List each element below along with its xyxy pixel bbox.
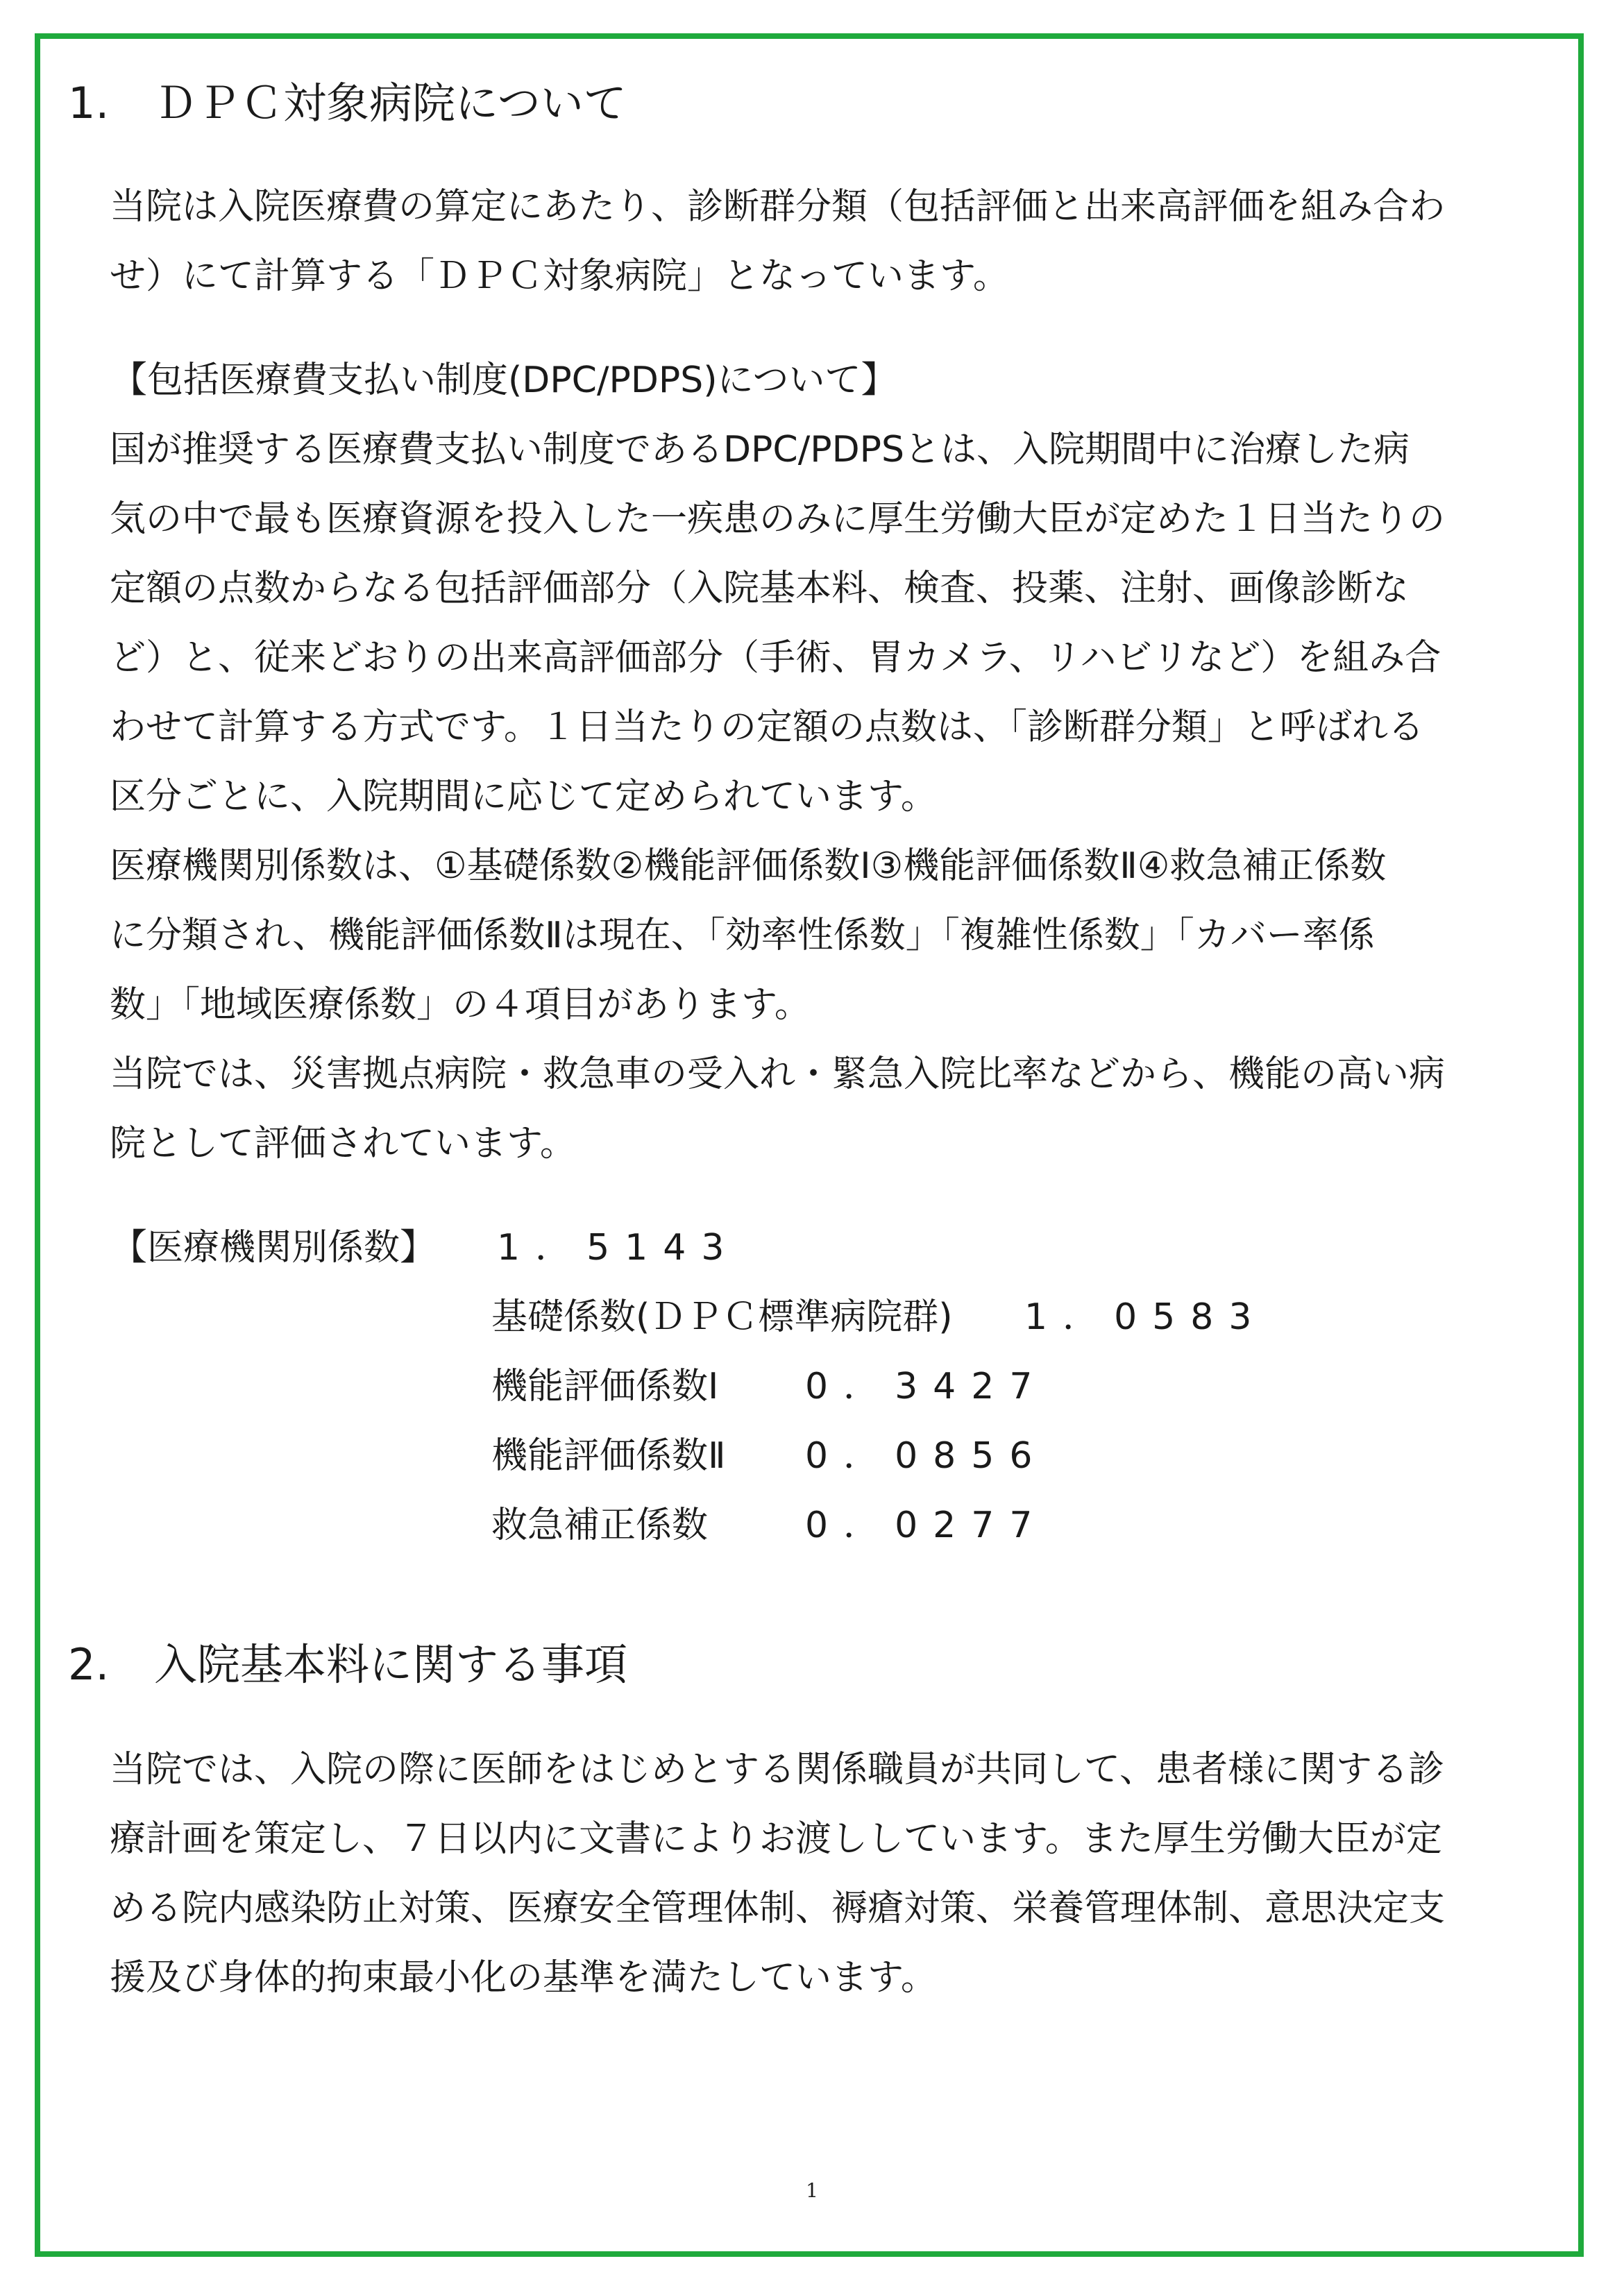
coefficient-label-basic: 基礎係数(ＤＰＣ標準病院群) — [491, 1296, 953, 1338]
section-1-title: ＤＰＣ対象病院について — [154, 78, 627, 128]
coefficients-label: 【医療機関別係数】 — [111, 1227, 437, 1269]
coefficient-label-function-1: 機能評価係数Ⅰ — [491, 1366, 719, 1407]
page-number: 1 — [806, 2179, 818, 2202]
body-line: ど）と、従来どおりの出来高評価部分（手術、胃カメラ、リハビリなど）を組み合 — [110, 637, 1441, 679]
coefficient-value-basic: 1．0583 — [1024, 1296, 1267, 1338]
body-line: 定額の点数からなる包括評価部分（入院基本料、検査、投薬、注射、画像診断な — [110, 568, 1410, 609]
coefficient-value-function-1: 0．3427 — [805, 1366, 1048, 1407]
coefficient-label-function-2: 機能評価係数Ⅱ — [491, 1435, 726, 1477]
dpc-pdps-subheading: 【包括医療費支払い制度(DPC/PDPS)について】 — [111, 359, 897, 401]
body-line: 国が推奨する医療費支払い制度であるDPC/PDPSとは、入院期間中に治療した病 — [110, 429, 1410, 471]
section-2-number: 2. — [68, 1639, 110, 1690]
section-1-number: 1. — [68, 78, 110, 128]
coefficient-label-emergency: 救急補正係数 — [491, 1505, 709, 1546]
coefficients-total: 1．5143 — [497, 1227, 740, 1269]
body-line: 当院では、入院の際に医師をはじめとする関係職員が共同して、患者様に関する診 — [110, 1749, 1444, 1790]
body-line: める院内感染防止対策、医療安全管理体制、褥瘡対策、栄養管理体制、意思決定支 — [110, 1888, 1446, 1929]
coefficient-value-function-2: 0．0856 — [805, 1435, 1048, 1477]
section-2-title: 入院基本料に関する事項 — [154, 1639, 628, 1690]
body-line: 気の中で最も医療資源を投入した一疾患のみに厚生労働大臣が定めた１日当たりの — [110, 498, 1446, 540]
intro-line: 当院は入院医療費の算定にあたり、診断群分類（包括評価と出来高評価を組み合わ — [110, 186, 1446, 228]
body-line: 当院では、災害拠点病院・救急車の受入れ・緊急入院比率などから、機能の高い病 — [110, 1053, 1446, 1095]
body-line: 数」「地域医療係数」の４項目があります。 — [110, 984, 811, 1026]
body-line: 区分ごとに、入院期間に応じて定められています。 — [110, 776, 937, 818]
body-line: に分類され、機能評価係数Ⅱは現在、「効率性係数」「複雑性係数」「カバー率係 — [110, 915, 1375, 956]
body-line: 援及び身体的拘束最小化の基準を満たしています。 — [110, 1957, 937, 1999]
section-1-intro — [110, 172, 1553, 311]
body-line: 医療機関別係数は、①基礎係数②機能評価係数Ⅰ③機能評価係数Ⅱ④救急補正係数 — [110, 845, 1387, 887]
body-line: 院として評価されています。 — [110, 1123, 576, 1165]
body-line: 療計画を策定し、７日以内に文書によりお渡ししています。また厚生労働大臣が定 — [110, 1818, 1442, 1860]
intro-line: せ）にて計算する「ＤＰＣ対象病院」となっています。 — [110, 255, 1009, 297]
section-2-body — [110, 1735, 1553, 2013]
coefficient-value-emergency: 0．0277 — [805, 1505, 1048, 1546]
body-line: わせて計算する方式です。１日当たりの定額の点数は、「診断群分類」と呼ばれる — [110, 706, 1424, 748]
section-2-heading — [68, 1639, 628, 1690]
section-1-heading — [68, 78, 627, 128]
section-1-body — [110, 415, 1553, 1178]
